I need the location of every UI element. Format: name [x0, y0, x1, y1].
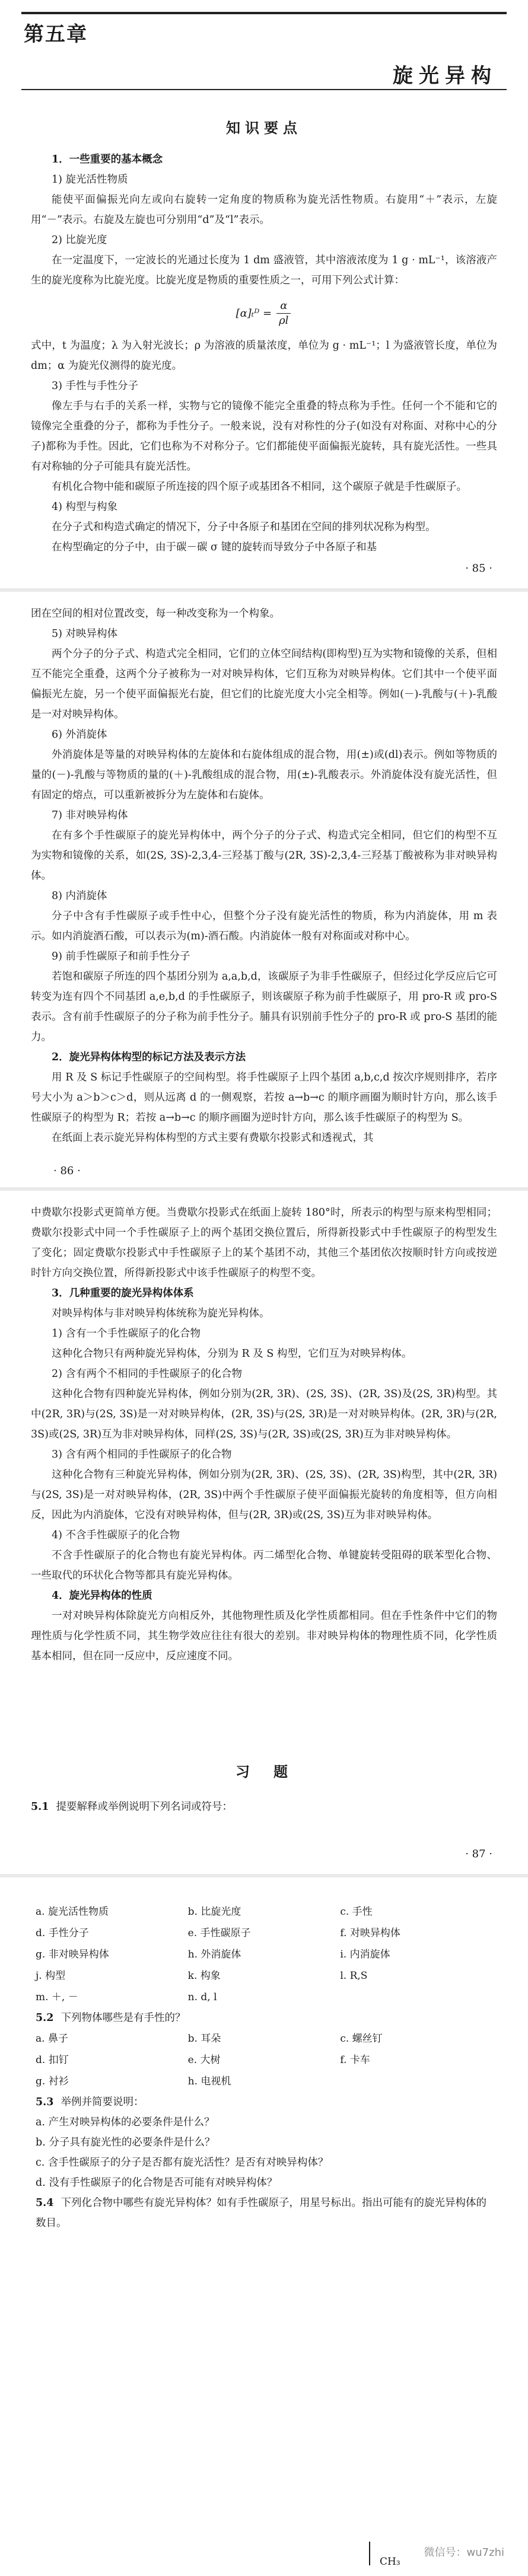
- heading-meso: 8) 内消旋体: [52, 890, 107, 902]
- formula-fraction: [275, 299, 292, 328]
- paragraph: 这种化合物有四种旋光异构体，例如分别为(2R, 3R)、(2S, 3S)、(2R, 3S)及(2S, 3R)构型。其中(2R, 3R)与(2S, 3S)是一对对映异构体，(2R, 3S)与(2S, 3R)是一对对映异构体。(2R, 3R)与(2R, 3S)或(2S, 3R)互为非对映异构体，同样(2S, 3S)与(2R, 3S)或(2S, 3R)互为非对映异构体。: [31, 1388, 497, 1440]
- heading-diastereomers: 7) 非对映异构体: [52, 809, 128, 821]
- paragraph: 像左手与右手的关系一样，实物与它的镜像不能完全重叠的特点称为手性。任何一个不能和它的镜像完全重叠的分子，都称为手性分子。一般来说，没有对称性的分子(如没有对称面、对称中心的分子)都称为手性。因此，它们也称为不对称分子。它们都能使平面偏振光旋转，具有旋光活性。一些具有对称轴的分子可能具有旋光活性。: [31, 400, 497, 473]
- term-item: l. R,S: [340, 1970, 368, 1982]
- chapter-bottom-rule: [21, 89, 507, 90]
- term-item: i. 内消旋体: [340, 1949, 390, 1960]
- question-text: 举例并简要说明：: [61, 2096, 144, 2108]
- paragraph: 在有多个手性碳原子的旋光异构体中，两个分子的分子式、构造式完全相同，但它们的构型不互为实物和镜像的关系，如(2S, 3S)-2,3,4-三羟基丁酸与(2R, 3S)-2,3,4-三羟基丁酸被称为非对映异构体。: [31, 830, 497, 882]
- question-5-3: [36, 2092, 492, 2112]
- sub-question: b. 分子具有旋光性的必要条件是什么？: [36, 2137, 215, 2148]
- paragraph: 在一定温度下，一定波长的光通过长度为 1 dm 盛液管，其中溶液浓度为 1 g · mL⁻¹，该溶液产生的旋光度称为比旋光度。比旋光度是物质的重要性质之一，可用下列公式计算：: [31, 254, 497, 286]
- object-item: e. 大树: [187, 2054, 221, 2066]
- page-number: · 86 ·: [53, 1165, 81, 1177]
- paragraph: 团在空间的相对位置改变，每一种改变称为一个构象。: [31, 608, 280, 620]
- page-number: · 87 ·: [465, 1848, 492, 1860]
- object-item: b. 耳朵: [187, 2033, 221, 2045]
- term-item: d. 手性分子: [36, 1927, 89, 1939]
- paragraph: 不含手性碳原子的化合物也有旋光异构体。丙二烯型化合物、单键旋转受阻碍的联苯型化合物、一些取代的环状化合物等都具有旋光异构体。: [31, 1550, 497, 1582]
- heading-no-chiral-carbon: 4) 不含手性碳原子的化合物: [52, 1529, 180, 1541]
- heading-one-chiral-carbon: 1) 含有一个手性碳原子的化合物: [52, 1328, 201, 1340]
- formula-lhs: [α]ₜᴰ =: [236, 307, 272, 320]
- question-5-2: [36, 2008, 492, 2028]
- question-number: 5.4: [36, 2197, 54, 2209]
- paragraph: 外消旋体是等量的对映异构体的左旋体和右旋体组成的混合物，用(±)或(dl)表示。例如等物质的量的(－)-乳酸与等物质的量的(＋)-乳酸组成的混合物，用(±)-乳酸表示。外消旋体没有旋光活性，但有固定的熔点，可以重新被拆分为左旋体和右旋体。: [31, 749, 497, 801]
- question-text: 下列化合物中哪些有旋光异构体？如有手性碳原子，用星号标出。指出可能有的旋光异构体的数目。: [36, 2197, 486, 2229]
- paragraph: 分子中含有手性碳原子或手性中心，但整个分子没有旋光活性的物质，称为内消旋体，用 m 表示。如内消旋酒石酸，可以表示为(m)-酒石酸。内消旋体一般有对称面或对称中心。: [31, 910, 497, 942]
- heading-properties: 4．旋光异构体的性质: [52, 1590, 152, 1602]
- exercises-title: 习 题: [236, 1763, 292, 1780]
- heading-basic-concepts: 1．一些重要的基本概念: [52, 154, 163, 165]
- object-item: h. 电视机: [187, 2076, 231, 2087]
- question-5-1: [31, 1797, 497, 1817]
- chapter-top-rule: [21, 12, 507, 14]
- heading-two-different-chiral-carbons: 2) 含有两个不相同的手性碳原子的化合物: [52, 1368, 243, 1380]
- page-87: [0, 1191, 528, 1874]
- term-item: e. 手性碳原子: [187, 1927, 251, 1939]
- paragraph: 两个分子的分子式、构造式完全相同，它们的立体空间结构(即构型)互为实物和镜像的关系，但相互不能完全重叠，这两个分子被称为一对对映异构体，它们互称为对映异构体。它们其中一个使平面偏振光左旋，另一个使平面偏振光右旋，但它们的比旋光度大小完全相等。例如(－)-乳酸与(＋)-乳酸是一对对映异构体。: [31, 648, 497, 720]
- page-88: [0, 1877, 528, 2576]
- sub-question: d. 没有手性碳原子的化合物是否可能有对映异构体？: [36, 2177, 278, 2189]
- object-item: [340, 2071, 492, 2092]
- terms-list: [36, 1901, 492, 2008]
- specific-rotation-formula: [31, 291, 497, 336]
- object-item: g. 衬衫: [36, 2076, 69, 2087]
- paragraph: 能使平面偏振光向左或向右旋转一定角度的物质称为旋光活性物质。右旋用“＋”表示，左旋用“－”表示。右旋及左旋也可分别用“d”及“l”表示。: [31, 194, 497, 226]
- question-5-4: [36, 2193, 492, 2233]
- term-item: n. d, l: [187, 1991, 217, 2003]
- term-item: [340, 1987, 492, 2008]
- term-item: c. 手性: [340, 1906, 373, 1918]
- paragraph: 一对对映异构体除旋光方向相反外，其他物理性质及化学性质都相同。但在手性条件中它们的物理性质与化学性质不同，其生物学效应往往有很大的差别。非对映异构体的物理性质不同，化学性质基本相同，但在同一反应中，反应速度不同。: [31, 1610, 497, 1662]
- paragraph: 在构型确定的分子中，由于碳－碳 σ 键的旋转而导致分子中各原子和基: [52, 541, 377, 553]
- section-title: 知识要点: [226, 119, 302, 136]
- wechat-watermark: 微信号：wu7zhi: [424, 2546, 504, 2559]
- paragraph: 中费歇尔投影式更简单方便。当费歇尔投影式在纸面上旋转 180°时，所表示的构型与原来构型相同；费歇尔投影式中同一个手性碳原子上的两个基团交换位置后，所得新投影式中手性碳原子的构型发生了变化；固定费歇尔投影式中手性碳原子上的某个基团不动，其他三个基团依次按顺时针方向或按逆时针方向交换位置，所得新投影式中该手性碳原子的构型不变。: [31, 1207, 497, 1279]
- paragraph: 这种化合物只有两种旋光异构体，分别为 R 及 S 构型，它们互为对映异构体。: [52, 1348, 412, 1360]
- heading-two-identical-chiral-carbons: 3) 含有两个相同的手性碳原子的化合物: [52, 1449, 232, 1461]
- objects-list: [36, 2028, 492, 2092]
- term-item: g. 非对映异构体: [36, 1949, 109, 1960]
- chem-structure-label: CH₃: [380, 2556, 400, 2568]
- object-item: c. 螺丝钉: [340, 2033, 383, 2045]
- object-item: a. 鼻子: [36, 2033, 68, 2045]
- heading-racemate: 6) 外消旋体: [52, 729, 107, 741]
- term-item: j. 构型: [36, 1970, 66, 1982]
- heading-important-systems: 3．几种重要的旋光异构体体系: [52, 1287, 194, 1299]
- formula-denominator: ρl: [279, 314, 289, 327]
- chapter-number: 第五章: [24, 23, 88, 46]
- term-item: a. 旋光活性物质: [36, 1906, 109, 1918]
- term-item: h. 外消旋体: [187, 1949, 241, 1960]
- paragraph: 在分子式和构造式确定的情况下，分子中各原子和基团在空间的排列状况称为构型。: [52, 521, 436, 533]
- chem-bond-line: [369, 2542, 370, 2565]
- term-item: m. ＋, －: [36, 1991, 78, 2003]
- heading-chirality: 3) 手性与手性分子: [52, 380, 139, 392]
- heading-configuration-notation: 2．旋光异构体构型的标记方法及表示方法: [52, 1051, 246, 1063]
- heading-enantiomers: 5) 对映异构体: [52, 628, 118, 640]
- term-item: k. 构象: [187, 1970, 221, 1982]
- heading-prochiral: 9) 前手性碳原子和前手性分子: [52, 951, 190, 962]
- heading-optically-active: 1) 旋光活性物质: [52, 174, 128, 186]
- formula-numerator: α: [276, 299, 291, 314]
- sub-question: c. 含手性碳原子的分子是否都有旋光活性？是否有对映异构体？: [36, 2157, 329, 2169]
- question-text: 下列物体哪些是有手性的？: [61, 2012, 186, 2024]
- paragraph: 这种化合物有三种旋光异构体，例如分别为(2R, 3R)、(2S, 3S)、(2R, 3S)构型，其中(2R, 3R)与(2S, 3S)是一对对映异构体，(2R, 3S)中两个手性碳原子使平面偏振光旋转的角度相等，但方向相反，因此为内消旋体，它没有对映异构体，但与(2R, 3R)或(2S, 3S)互为非对映异构体。: [31, 1469, 497, 1521]
- heading-specific-rotation: 2) 比旋光度: [52, 234, 107, 246]
- question-number: 5.2: [36, 2012, 54, 2024]
- paragraph: 用 R 及 S 标记手性碳原子的空间构型。将手性碳原子上四个基团 a,b,c,d 按次序规则排序，若序号大小为 a＞b＞c＞d，则从远离 d 的一侧观察，若按 a→b→c 的顺序画圈为顺时针方向，那么该手性碳原子的构型为 R；若按 a→b→c 的顺序画圈为逆时针方向，那么该手性碳原子的构型为 S。: [31, 1072, 497, 1124]
- sub-question: a. 产生对映异构体的必要条件是什么？: [36, 2116, 215, 2128]
- paragraph: 对映异构体与非对映异构体统称为旋光异构体。: [52, 1308, 270, 1319]
- question-number: 5.3: [36, 2096, 54, 2108]
- question-number: 5.1: [31, 1801, 49, 1813]
- chapter-title: 旋光异构: [393, 64, 497, 88]
- paragraph: 在纸面上表示旋光异构体构型的方式主要有费歇尔投影式和透视式，其: [52, 1132, 374, 1144]
- page-number: · 85 ·: [465, 562, 492, 575]
- paragraph: 若饱和碳原子所连的四个基团分别为 a,a,b,d，该碳原子为非手性碳原子，但经过化学反应后它可转变为连有四个不同基团 a,e,b,d 的手性碳原子，则该碳原子称为前手性碳原子，用 pro-R 或 pro-S 表示。含有前手性碳原子的分子称为前手性分子。脯具有识别前手性分子的 pro-R 或 pro-S 基团的能力。: [31, 971, 497, 1043]
- page-85: [0, 0, 528, 588]
- object-item: f. 卡车: [340, 2054, 370, 2066]
- term-item: b. 比旋光度: [187, 1906, 241, 1918]
- object-item: d. 扣钉: [36, 2054, 69, 2066]
- paragraph: 式中，t 为温度；λ 为入射光波长；ρ 为溶液的质量浓度，单位为 g · mL⁻¹；l 为盛液管长度，单位为 dm；α 为旋光仪测得的旋光度。: [31, 340, 497, 372]
- heading-configuration: 4) 构型与构象: [52, 501, 118, 513]
- paragraph: 有机化合物中能和碳原子所连接的四个原子或基团各不相同，这个碳原子就是手性碳原子。: [52, 481, 467, 493]
- term-item: f. 对映异构体: [340, 1927, 400, 1939]
- page-86: [0, 592, 528, 1187]
- question-text: 提要解释或举例说明下列名词或符号：: [56, 1801, 233, 1813]
